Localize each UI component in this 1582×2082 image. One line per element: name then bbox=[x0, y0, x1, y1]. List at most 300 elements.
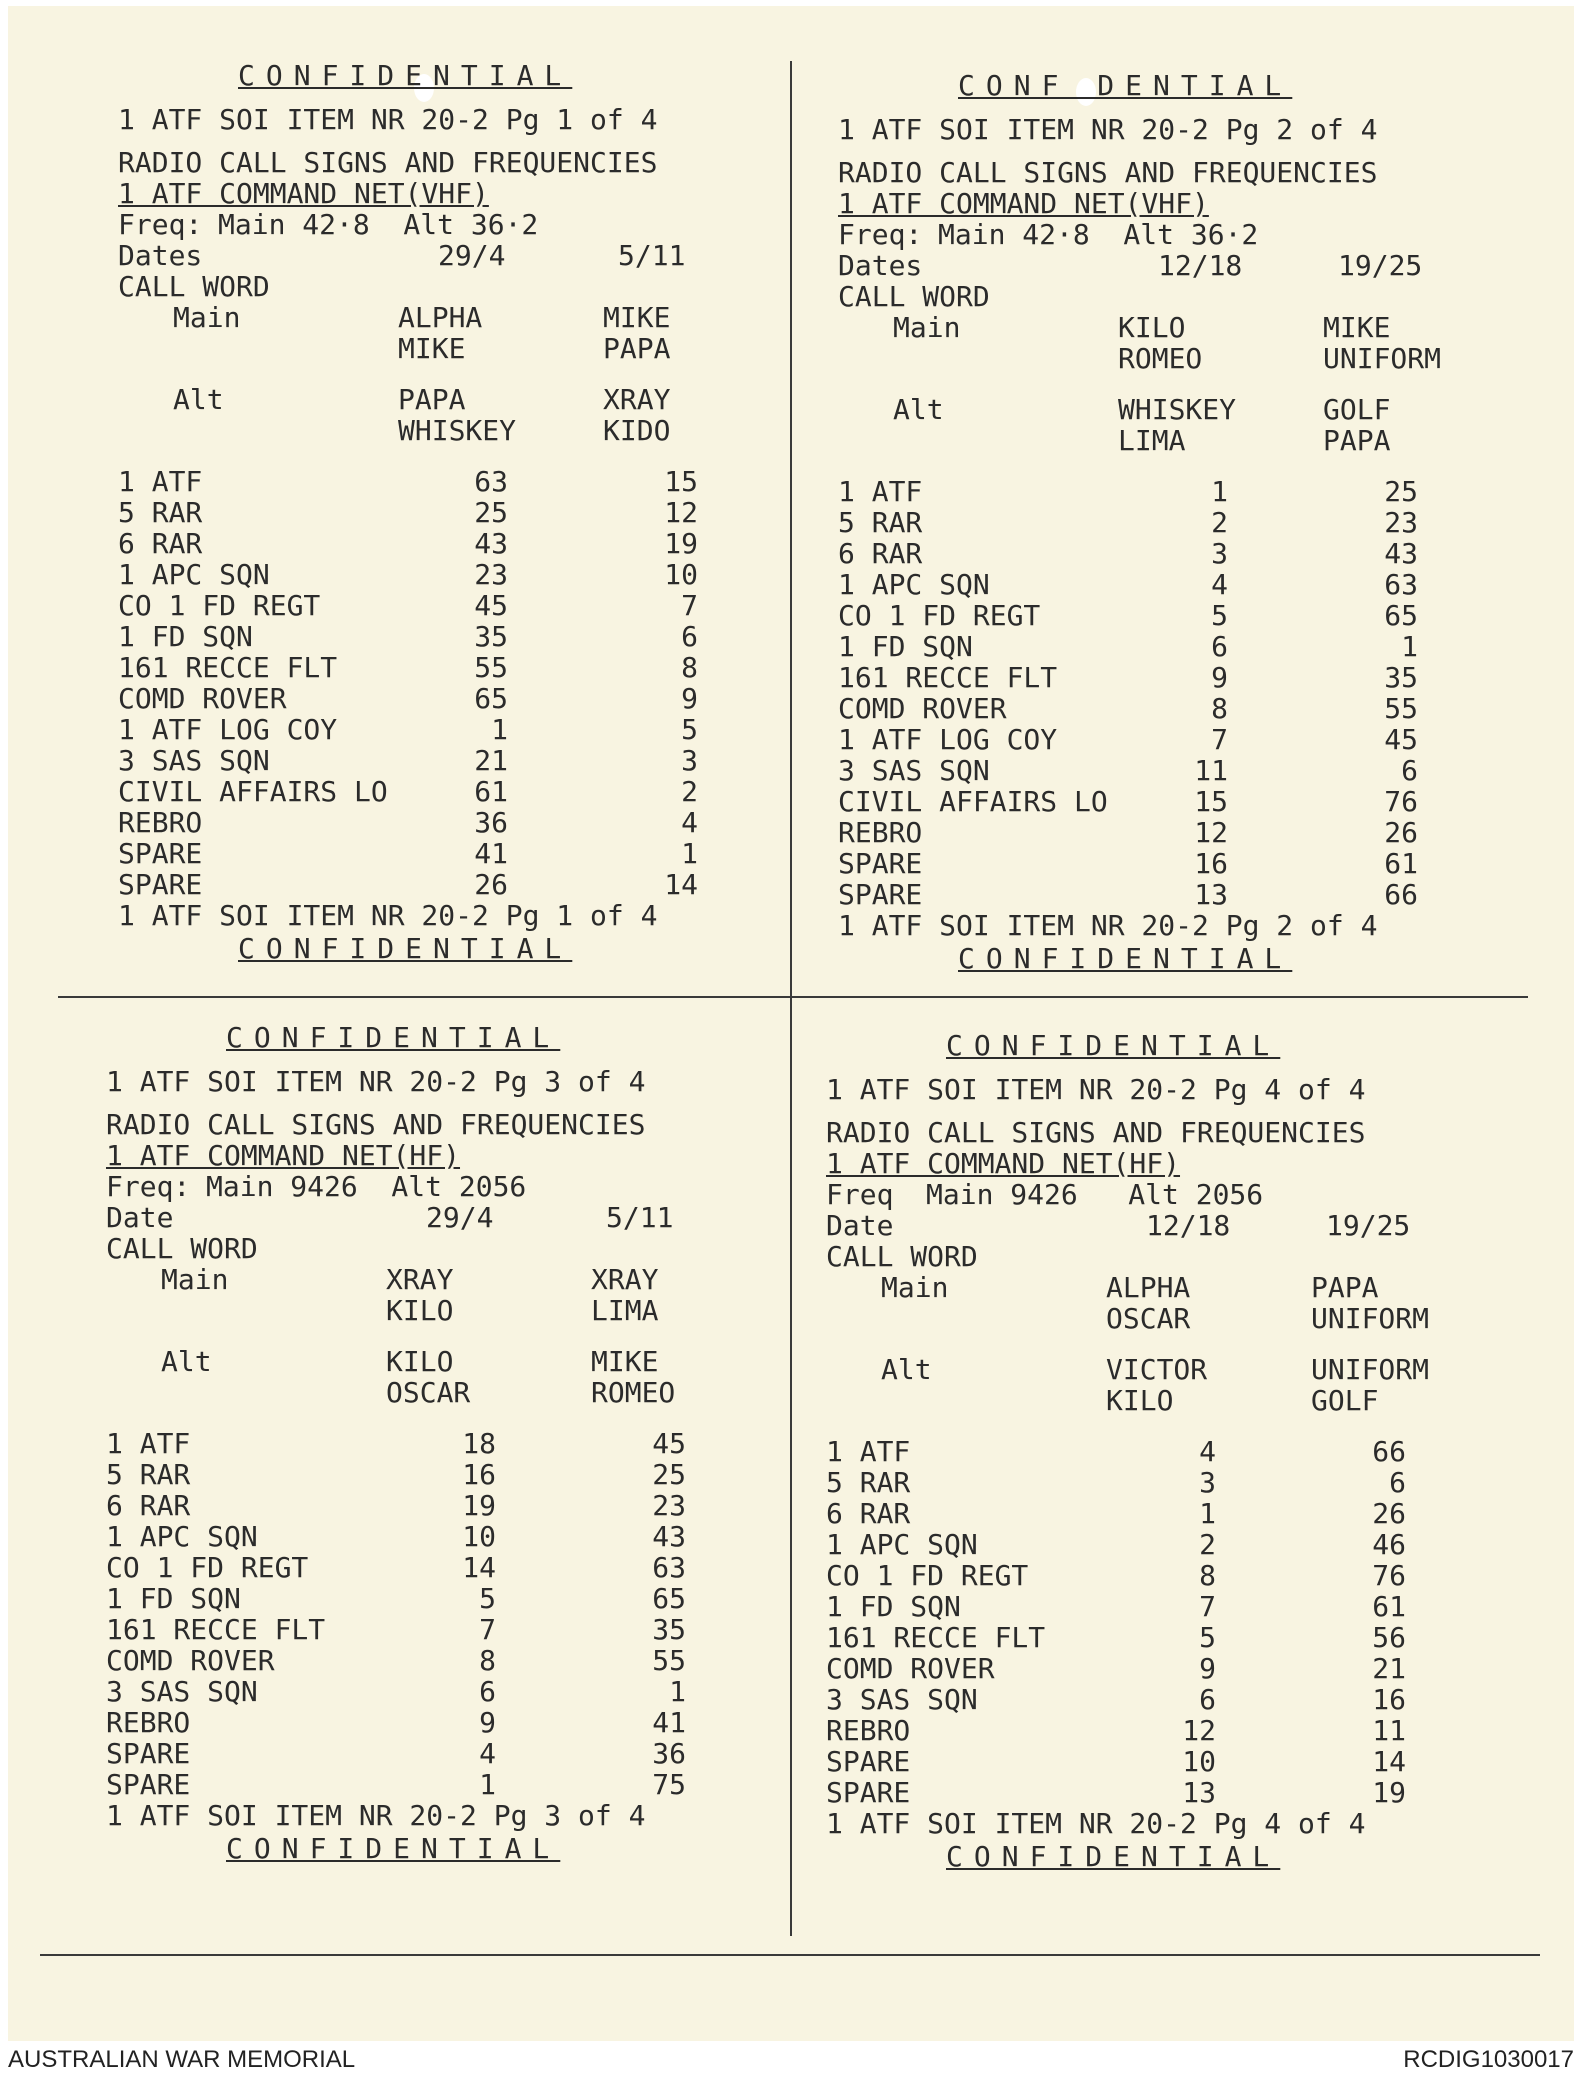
unit-name: CO 1 FD REGT bbox=[838, 599, 1041, 632]
main-call-number: 36 bbox=[474, 806, 508, 839]
unit-name: 1 ATF bbox=[838, 475, 923, 508]
call-word-label: CALL WORD bbox=[826, 1240, 978, 1273]
unit-row bbox=[106, 1459, 806, 1490]
unit-row bbox=[106, 1521, 806, 1552]
main-call-number: 10 bbox=[1182, 1745, 1216, 1778]
main-callword-2b: LIMA bbox=[591, 1294, 659, 1327]
frequency-values: Main 9426 Alt 2056 bbox=[926, 1178, 1264, 1211]
date-range-1: 29/4 bbox=[426, 1201, 494, 1234]
alt-call-number: 6 bbox=[1401, 754, 1418, 787]
alt-callword-1: PAPA bbox=[398, 383, 466, 416]
main-call-number: 26 bbox=[474, 868, 508, 901]
main-call-number: 1 bbox=[491, 713, 508, 746]
main-call-number: 12 bbox=[1194, 816, 1228, 849]
alt-callword-2b: KIDO bbox=[603, 414, 671, 447]
archive-footer-left: AUSTRALIAN WAR MEMORIAL bbox=[8, 2046, 356, 2073]
unit-name: 3 SAS SQN bbox=[118, 744, 270, 777]
unit-row bbox=[118, 683, 818, 714]
main-call-number: 9 bbox=[1199, 1652, 1216, 1685]
unit-name: REBRO bbox=[106, 1706, 191, 1739]
alt-call-number: 9 bbox=[681, 682, 698, 715]
date-range-2: 5/11 bbox=[606, 1201, 674, 1234]
unit-row bbox=[118, 559, 818, 590]
unit-name: 1 APC SQN bbox=[838, 568, 990, 601]
unit-row bbox=[826, 1529, 1526, 1560]
alt-call-number: 23 bbox=[1384, 506, 1418, 539]
main-callword-1b: OSCAR bbox=[1106, 1302, 1191, 1335]
main-call-number: 8 bbox=[479, 1644, 496, 1677]
archive-footer-right: RCDIG1030017 bbox=[1403, 2046, 1574, 2073]
unit-name: 1 ATF LOG COY bbox=[118, 713, 338, 746]
unit-row bbox=[826, 1622, 1526, 1653]
main-callword-2: MIKE bbox=[603, 301, 671, 334]
main-call-number: 15 bbox=[1194, 785, 1228, 818]
main-call-number: 19 bbox=[462, 1489, 496, 1522]
main-call-number: 1 bbox=[1211, 475, 1228, 508]
unit-row bbox=[106, 1490, 806, 1521]
main-call-number: 5 bbox=[1199, 1621, 1216, 1654]
main-label: Main bbox=[881, 1271, 949, 1304]
alt-callword-1: KILO bbox=[386, 1345, 454, 1378]
unit-row bbox=[826, 1498, 1526, 1529]
unit-row bbox=[826, 1591, 1526, 1622]
alt-call-number: 1 bbox=[681, 837, 698, 870]
section-title: RADIO CALL SIGNS AND FREQUENCIES bbox=[826, 1116, 1366, 1149]
date-range-2: 5/11 bbox=[618, 239, 686, 272]
unit-row bbox=[838, 631, 1538, 662]
alt-call-number: 26 bbox=[1384, 816, 1418, 849]
alt-call-number: 61 bbox=[1372, 1590, 1406, 1623]
confidential-heading: CONFIDENTIAL bbox=[946, 1029, 1281, 1062]
alt-call-number: 63 bbox=[652, 1551, 686, 1584]
main-call-number: 13 bbox=[1194, 878, 1228, 911]
unit-name: 3 SAS SQN bbox=[838, 754, 990, 787]
alt-call-number: 7 bbox=[681, 589, 698, 622]
main-call-number: 23 bbox=[474, 558, 508, 591]
unit-row bbox=[118, 621, 818, 652]
main-call-number: 35 bbox=[474, 620, 508, 653]
main-call-number: 9 bbox=[1211, 661, 1228, 694]
unit-row bbox=[826, 1777, 1526, 1808]
alt-callword-1b: WHISKEY bbox=[398, 414, 517, 447]
main-call-number: 7 bbox=[479, 1613, 496, 1646]
unit-row bbox=[826, 1746, 1526, 1777]
alt-call-number: 35 bbox=[1384, 661, 1418, 694]
alt-call-number: 61 bbox=[1384, 847, 1418, 880]
alt-call-number: 36 bbox=[652, 1737, 686, 1770]
main-call-number: 6 bbox=[1211, 630, 1228, 663]
freq-label: Freq: bbox=[838, 218, 923, 251]
main-call-number: 1 bbox=[479, 1768, 496, 1801]
unit-row bbox=[106, 1707, 806, 1738]
unit-row bbox=[838, 569, 1538, 600]
unit-name: 1 FD SQN bbox=[118, 620, 253, 653]
alt-call-number: 5 bbox=[681, 713, 698, 746]
alt-call-number: 41 bbox=[652, 1706, 686, 1739]
main-call-number: 16 bbox=[1194, 847, 1228, 880]
main-call-number: 9 bbox=[479, 1706, 496, 1739]
unit-row bbox=[118, 497, 818, 528]
item-header: 1 ATF SOI ITEM NR 20-2 Pg 2 of 4 bbox=[838, 113, 1378, 146]
alt-call-number: 14 bbox=[664, 868, 698, 901]
unit-callsign-table bbox=[106, 1428, 806, 1800]
alt-call-number: 43 bbox=[652, 1520, 686, 1553]
alt-call-number: 66 bbox=[1384, 878, 1418, 911]
unit-name: 1 ATF bbox=[826, 1435, 911, 1468]
confidential-footer: CONFIDENTIAL bbox=[238, 932, 573, 965]
unit-row bbox=[118, 869, 818, 900]
unit-name: CO 1 FD REGT bbox=[118, 589, 321, 622]
alt-call-number: 43 bbox=[1384, 537, 1418, 570]
call-word-label: CALL WORD bbox=[838, 280, 990, 313]
unit-name: SPARE bbox=[106, 1737, 191, 1770]
unit-row bbox=[118, 652, 818, 683]
unit-row bbox=[838, 786, 1538, 817]
main-call-number: 41 bbox=[474, 837, 508, 870]
alt-call-number: 19 bbox=[1372, 1776, 1406, 1809]
soi-page-1 bbox=[118, 60, 818, 977]
unit-name: 1 ATF bbox=[118, 465, 203, 498]
alt-call-number: 65 bbox=[652, 1582, 686, 1615]
main-callword-2b: UNIFORM bbox=[1323, 342, 1442, 375]
alt-callword-2: XRAY bbox=[603, 383, 671, 416]
alt-callword-2: GOLF bbox=[1323, 393, 1391, 426]
unit-name: 1 APC SQN bbox=[118, 558, 270, 591]
alt-call-number: 55 bbox=[1384, 692, 1418, 725]
alt-call-number: 1 bbox=[1401, 630, 1418, 663]
unit-name: COMD ROVER bbox=[106, 1644, 275, 1677]
unit-name: SPARE bbox=[838, 878, 923, 911]
unit-name: 161 RECCE FLT bbox=[838, 661, 1058, 694]
frequency-values: Main 42·8 Alt 36·2 bbox=[938, 218, 1259, 251]
unit-name: 1 APC SQN bbox=[106, 1520, 258, 1553]
unit-name: COMD ROVER bbox=[838, 692, 1007, 725]
main-call-number: 11 bbox=[1194, 754, 1228, 787]
unit-row bbox=[838, 724, 1538, 755]
alt-callword-1b: OSCAR bbox=[386, 1376, 471, 1409]
main-call-number: 61 bbox=[474, 775, 508, 808]
main-call-number: 8 bbox=[1199, 1559, 1216, 1592]
date-range-1: 12/18 bbox=[1158, 249, 1243, 282]
unit-name: 161 RECCE FLT bbox=[118, 651, 338, 684]
unit-name: 5 RAR bbox=[838, 506, 923, 539]
alt-callword-1b: KILO bbox=[1106, 1384, 1174, 1417]
item-header: 1 ATF SOI ITEM NR 20-2 Pg 4 of 4 bbox=[826, 1073, 1366, 1106]
unit-name: CO 1 FD REGT bbox=[106, 1551, 309, 1584]
unit-name: REBRO bbox=[118, 806, 203, 839]
main-call-number: 1 bbox=[1199, 1497, 1216, 1530]
main-callword-2b: PAPA bbox=[603, 332, 671, 365]
alt-call-number: 66 bbox=[1372, 1435, 1406, 1468]
main-call-number: 6 bbox=[1199, 1683, 1216, 1716]
main-callword-2: XRAY bbox=[591, 1263, 659, 1296]
call-word-label: CALL WORD bbox=[118, 270, 270, 303]
unit-name: REBRO bbox=[838, 816, 923, 849]
alt-call-number: 35 bbox=[652, 1613, 686, 1646]
main-call-number: 6 bbox=[479, 1675, 496, 1708]
unit-row bbox=[118, 745, 818, 776]
unit-callsign-table bbox=[826, 1436, 1526, 1808]
alt-call-number: 46 bbox=[1372, 1528, 1406, 1561]
unit-name: 3 SAS SQN bbox=[106, 1675, 258, 1708]
unit-name: 1 APC SQN bbox=[826, 1528, 978, 1561]
alt-call-number: 75 bbox=[652, 1768, 686, 1801]
main-call-number: 13 bbox=[1182, 1776, 1216, 1809]
unit-row bbox=[106, 1583, 806, 1614]
alt-call-number: 2 bbox=[681, 775, 698, 808]
unit-row bbox=[838, 693, 1538, 724]
main-call-number: 63 bbox=[474, 465, 508, 498]
alt-call-number: 55 bbox=[652, 1644, 686, 1677]
main-callword-2b: UNIFORM bbox=[1311, 1302, 1430, 1335]
frequency-values: Main 42·8 Alt 36·2 bbox=[218, 208, 539, 241]
confidential-heading: CONFIDENTIAL bbox=[238, 59, 573, 92]
main-call-number: 5 bbox=[479, 1582, 496, 1615]
alt-call-number: 25 bbox=[1384, 475, 1418, 508]
unit-row bbox=[106, 1428, 806, 1459]
item-header: 1 ATF SOI ITEM NR 20-2 Pg 3 of 4 bbox=[106, 1065, 646, 1098]
unit-name: COMD ROVER bbox=[118, 682, 287, 715]
confidential-heading: CONFIDENTIAL bbox=[226, 1021, 561, 1054]
call-word-label: CALL WORD bbox=[106, 1232, 258, 1265]
main-call-number: 14 bbox=[462, 1551, 496, 1584]
unit-row bbox=[838, 879, 1538, 910]
main-callword-1: ALPHA bbox=[1106, 1271, 1191, 1304]
alt-callword-2: MIKE bbox=[591, 1345, 659, 1378]
main-callword-2: PAPA bbox=[1311, 1271, 1379, 1304]
alt-call-number: 21 bbox=[1372, 1652, 1406, 1685]
alt-callword-2b: ROMEO bbox=[591, 1376, 676, 1409]
main-callword-2: MIKE bbox=[1323, 311, 1391, 344]
net-name: 1 ATF COMMAND NET(VHF) bbox=[838, 187, 1209, 220]
net-name: 1 ATF COMMAND NET(HF) bbox=[106, 1139, 461, 1172]
unit-row bbox=[826, 1436, 1526, 1467]
main-call-number: 21 bbox=[474, 744, 508, 777]
section-title: RADIO CALL SIGNS AND FREQUENCIES bbox=[838, 156, 1378, 189]
unit-row bbox=[838, 817, 1538, 848]
unit-name: CIVIL AFFAIRS LO bbox=[838, 785, 1108, 818]
unit-row bbox=[826, 1684, 1526, 1715]
net-name: 1 ATF COMMAND NET(HF) bbox=[826, 1147, 1181, 1180]
main-label: Main bbox=[893, 311, 961, 344]
unit-name: SPARE bbox=[118, 868, 203, 901]
unit-name: 161 RECCE FLT bbox=[106, 1613, 326, 1646]
horizontal-fold-line bbox=[58, 996, 1528, 998]
unit-row bbox=[838, 755, 1538, 786]
main-call-number: 8 bbox=[1211, 692, 1228, 725]
unit-row bbox=[838, 507, 1538, 538]
unit-name: 1 FD SQN bbox=[838, 630, 973, 663]
alt-call-number: 1 bbox=[669, 1675, 686, 1708]
main-call-number: 45 bbox=[474, 589, 508, 622]
alt-call-number: 10 bbox=[664, 558, 698, 591]
main-call-number: 43 bbox=[474, 527, 508, 560]
soi-page-4 bbox=[826, 1030, 1526, 1885]
unit-row bbox=[118, 714, 818, 745]
main-call-number: 25 bbox=[474, 496, 508, 529]
alt-call-number: 63 bbox=[1384, 568, 1418, 601]
main-call-number: 2 bbox=[1211, 506, 1228, 539]
unit-row bbox=[106, 1676, 806, 1707]
date-range-1: 12/18 bbox=[1146, 1209, 1231, 1242]
unit-row bbox=[106, 1738, 806, 1769]
dates-label: Dates bbox=[838, 249, 923, 282]
alt-call-number: 65 bbox=[1384, 599, 1418, 632]
unit-name: 6 RAR bbox=[118, 527, 203, 560]
alt-call-number: 3 bbox=[681, 744, 698, 777]
main-label: Main bbox=[173, 301, 241, 334]
main-call-number: 4 bbox=[1211, 568, 1228, 601]
alt-call-number: 11 bbox=[1372, 1714, 1406, 1747]
date-range-2: 19/25 bbox=[1326, 1209, 1411, 1242]
unit-row bbox=[826, 1467, 1526, 1498]
unit-name: COMD ROVER bbox=[826, 1652, 995, 1685]
unit-row bbox=[838, 600, 1538, 631]
main-callword-1b: ROMEO bbox=[1118, 342, 1203, 375]
alt-label: Alt bbox=[173, 383, 224, 416]
alt-call-number: 19 bbox=[664, 527, 698, 560]
unit-row bbox=[838, 848, 1538, 879]
main-call-number: 4 bbox=[1199, 1435, 1216, 1468]
unit-name: 1 ATF LOG COY bbox=[838, 723, 1058, 756]
unit-row bbox=[106, 1769, 806, 1800]
main-callword-1: ALPHA bbox=[398, 301, 483, 334]
unit-name: SPARE bbox=[106, 1768, 191, 1801]
unit-row bbox=[118, 776, 818, 807]
unit-row bbox=[838, 538, 1538, 569]
alt-callword-1b: LIMA bbox=[1118, 424, 1186, 457]
dates-label: Date bbox=[826, 1209, 894, 1242]
unit-name: 1 ATF bbox=[106, 1427, 191, 1460]
main-label: Main bbox=[161, 1263, 229, 1296]
unit-row bbox=[826, 1560, 1526, 1591]
unit-callsign-table bbox=[118, 466, 818, 900]
alt-call-number: 12 bbox=[664, 496, 698, 529]
unit-name: 1 FD SQN bbox=[106, 1582, 241, 1615]
unit-row bbox=[106, 1614, 806, 1645]
alt-label: Alt bbox=[881, 1353, 932, 1386]
alt-call-number: 56 bbox=[1372, 1621, 1406, 1654]
unit-name: CO 1 FD REGT bbox=[826, 1559, 1029, 1592]
main-call-number: 3 bbox=[1211, 537, 1228, 570]
main-call-number: 2 bbox=[1199, 1528, 1216, 1561]
alt-call-number: 4 bbox=[681, 806, 698, 839]
section-title: RADIO CALL SIGNS AND FREQUENCIES bbox=[118, 146, 658, 179]
soi-page-3 bbox=[106, 1022, 806, 1877]
confidential-footer: CONFIDENTIAL bbox=[946, 1840, 1281, 1873]
date-range-1: 29/4 bbox=[438, 239, 506, 272]
unit-name: CIVIL AFFAIRS LO bbox=[118, 775, 388, 808]
soi-page-2 bbox=[838, 70, 1538, 987]
unit-callsign-table bbox=[838, 476, 1538, 910]
alt-call-number: 15 bbox=[664, 465, 698, 498]
unit-name: 3 SAS SQN bbox=[826, 1683, 978, 1716]
main-call-number: 10 bbox=[462, 1520, 496, 1553]
dates-label: Date bbox=[106, 1201, 174, 1234]
alt-callword-2b: GOLF bbox=[1311, 1384, 1379, 1417]
unit-name: 6 RAR bbox=[106, 1489, 191, 1522]
confidential-heading: CONF DENTIAL bbox=[958, 69, 1293, 102]
alt-callword-1: WHISKEY bbox=[1118, 393, 1237, 426]
item-footer: 1 ATF SOI ITEM NR 20-2 Pg 3 of 4 bbox=[106, 1799, 646, 1832]
date-range-2: 19/25 bbox=[1338, 249, 1423, 282]
main-call-number: 7 bbox=[1211, 723, 1228, 756]
main-callword-1: KILO bbox=[1118, 311, 1186, 344]
alt-callword-2: UNIFORM bbox=[1311, 1353, 1430, 1386]
main-call-number: 16 bbox=[462, 1458, 496, 1491]
unit-name: REBRO bbox=[826, 1714, 911, 1747]
item-footer: 1 ATF SOI ITEM NR 20-2 Pg 4 of 4 bbox=[826, 1807, 1366, 1840]
unit-name: 5 RAR bbox=[106, 1458, 191, 1491]
main-call-number: 4 bbox=[479, 1737, 496, 1770]
alt-label: Alt bbox=[161, 1345, 212, 1378]
unit-row bbox=[826, 1715, 1526, 1746]
unit-row bbox=[838, 662, 1538, 693]
alt-call-number: 76 bbox=[1384, 785, 1418, 818]
item-footer: 1 ATF SOI ITEM NR 20-2 Pg 1 of 4 bbox=[118, 899, 658, 932]
alt-call-number: 25 bbox=[652, 1458, 686, 1491]
alt-call-number: 6 bbox=[1389, 1466, 1406, 1499]
frequency-values: Main 9426 Alt 2056 bbox=[206, 1170, 527, 1203]
unit-row bbox=[118, 528, 818, 559]
alt-call-number: 14 bbox=[1372, 1745, 1406, 1778]
item-header: 1 ATF SOI ITEM NR 20-2 Pg 1 of 4 bbox=[118, 103, 658, 136]
section-title: RADIO CALL SIGNS AND FREQUENCIES bbox=[106, 1108, 646, 1141]
unit-name: 5 RAR bbox=[826, 1466, 911, 1499]
confidential-footer: CONFIDENTIAL bbox=[958, 942, 1293, 975]
unit-name: SPARE bbox=[826, 1776, 911, 1809]
freq-label: Freq bbox=[826, 1178, 894, 1211]
unit-name: 6 RAR bbox=[826, 1497, 911, 1530]
main-call-number: 3 bbox=[1199, 1466, 1216, 1499]
alt-call-number: 45 bbox=[652, 1427, 686, 1460]
alt-callword-1: VICTOR bbox=[1106, 1353, 1208, 1386]
dates-label: Dates bbox=[118, 239, 203, 272]
main-call-number: 12 bbox=[1182, 1714, 1216, 1747]
unit-row bbox=[106, 1552, 806, 1583]
main-callword-1: XRAY bbox=[386, 1263, 454, 1296]
unit-row bbox=[118, 466, 818, 497]
unit-name: SPARE bbox=[118, 837, 203, 870]
freq-label: Freq: bbox=[106, 1170, 191, 1203]
alt-call-number: 23 bbox=[652, 1489, 686, 1522]
item-footer: 1 ATF SOI ITEM NR 20-2 Pg 2 of 4 bbox=[838, 909, 1378, 942]
confidential-footer: CONFIDENTIAL bbox=[226, 1832, 561, 1865]
net-name: 1 ATF COMMAND NET(VHF) bbox=[118, 177, 489, 210]
unit-name: 161 RECCE FLT bbox=[826, 1621, 1046, 1654]
unit-row bbox=[118, 838, 818, 869]
unit-name: SPARE bbox=[826, 1745, 911, 1778]
main-callword-1b: KILO bbox=[386, 1294, 454, 1327]
main-call-number: 5 bbox=[1211, 599, 1228, 632]
alt-call-number: 26 bbox=[1372, 1497, 1406, 1530]
main-callword-1b: MIKE bbox=[398, 332, 466, 365]
unit-row bbox=[826, 1653, 1526, 1684]
unit-name: SPARE bbox=[838, 847, 923, 880]
main-call-number: 7 bbox=[1199, 1590, 1216, 1623]
unit-row bbox=[106, 1645, 806, 1676]
unit-row bbox=[118, 807, 818, 838]
unit-row bbox=[838, 476, 1538, 507]
alt-call-number: 45 bbox=[1384, 723, 1418, 756]
unit-name: 1 FD SQN bbox=[826, 1590, 961, 1623]
alt-call-number: 6 bbox=[681, 620, 698, 653]
alt-call-number: 16 bbox=[1372, 1683, 1406, 1716]
alt-label: Alt bbox=[893, 393, 944, 426]
bottom-cut-line bbox=[40, 1954, 1540, 1956]
main-call-number: 18 bbox=[462, 1427, 496, 1460]
alt-callword-2b: PAPA bbox=[1323, 424, 1391, 457]
